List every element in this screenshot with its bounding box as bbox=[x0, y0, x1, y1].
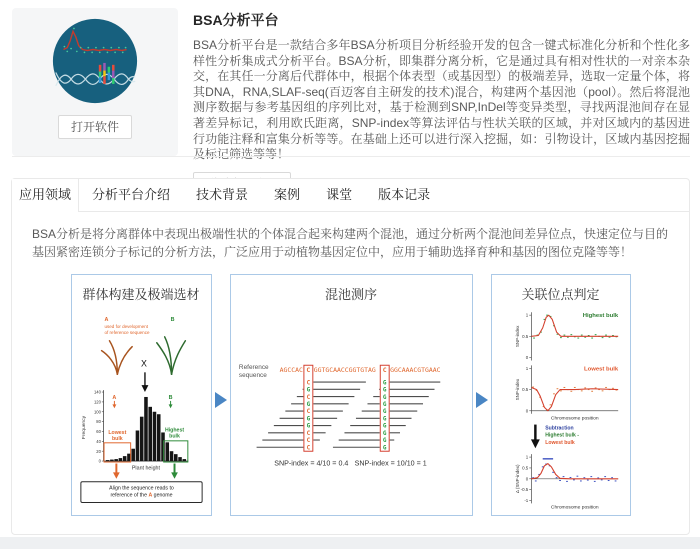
svg-text:Reference: Reference bbox=[238, 364, 269, 372]
svg-text:1: 1 bbox=[525, 312, 528, 318]
product-description: BSA分析平台是一款结合多年BSA分析项目分析经验开发的包含一键式标准化分析和个性化多样性分析集成式分析平台。BSA分析，即集群分离分析，它是通过具有相对性状的一对亲本杂交，在其任一分离后代群体中，根据个体表型（或基因型）的极端差异，选取一定量个体，将其DNA，RNA,SLAF-seq(百迈客自主研发的技术)混合，构建两个基因池（pool）。然后将混池测序数据与参考基因组的序列比对，基于检测到SNP,InDel等变异类型，寻找两混池间存在显著差异标记，利用欧氏距离，SNP-index等算法评估与性状关联的区域，并对区域内的基因进行功能注释和富集分析等等。在基础上还可以进行深入挖掘，如：引物设计，区域内基因挖掘及标记筛选等等！ bbox=[193, 38, 690, 162]
bsa-intro-text: BSA分析是将分离群体中表现出极端性状的个体混合起来构建两个混池，通过分析两个混池间差异位点，快速定位与目的基因紧密连锁分子标记的分析方法，广泛应用于动植物基因定位中，应用于辅助选择育种和基因的图位克隆等等！ bbox=[32, 227, 669, 259]
svg-text:Frequency: Frequency bbox=[81, 415, 87, 440]
svg-text:Chromosome position: Chromosome position bbox=[550, 416, 599, 422]
svg-text:G: G bbox=[382, 393, 387, 401]
svg-text:C: C bbox=[306, 408, 310, 416]
panel-association-locus bbox=[491, 274, 631, 516]
svg-text:C: C bbox=[306, 429, 310, 437]
svg-text:G: G bbox=[306, 422, 310, 430]
svg-text:A: A bbox=[111, 394, 116, 401]
svg-text:sequence: sequence bbox=[238, 372, 267, 380]
svg-text:Δ (SNP-index): Δ (SNP-index) bbox=[514, 464, 520, 494]
svg-text:G: G bbox=[382, 386, 387, 394]
svg-text:X: X bbox=[140, 358, 147, 369]
app-logo-card bbox=[12, 8, 178, 156]
tab-classroom[interactable]: 课堂 bbox=[326, 187, 353, 202]
panel-title-association: 关联位点判定 bbox=[521, 287, 600, 302]
svg-text:Highest bulk -: Highest bulk - bbox=[544, 432, 579, 439]
svg-text:60: 60 bbox=[95, 429, 101, 435]
svg-text:0: 0 bbox=[525, 408, 528, 414]
tab-technical-background[interactable]: 技术背景 bbox=[196, 187, 249, 202]
svg-text:SNP-index: SNP-index bbox=[514, 378, 520, 401]
svg-text:80: 80 bbox=[95, 419, 101, 425]
panel-pool-sequencing bbox=[230, 274, 473, 516]
svg-text:SNP-index: SNP-index bbox=[514, 325, 520, 348]
svg-text:G: G bbox=[382, 437, 387, 445]
svg-text:C: C bbox=[382, 366, 387, 375]
svg-text:0: 0 bbox=[525, 355, 528, 361]
flow-arrow-icon bbox=[215, 392, 227, 408]
tab-cases[interactable]: 案例 bbox=[274, 187, 301, 202]
content-card bbox=[11, 178, 690, 535]
svg-text:reference of the A genome: reference of the A genome bbox=[109, 492, 173, 499]
svg-text:0: 0 bbox=[525, 476, 528, 482]
svg-text:C: C bbox=[306, 444, 310, 452]
svg-text:0.5: 0.5 bbox=[521, 387, 528, 393]
tab-platform-intro[interactable]: 分析平台介绍 bbox=[92, 187, 171, 202]
svg-text:of reference sequence: of reference sequence bbox=[104, 329, 149, 335]
svg-text:20: 20 bbox=[95, 448, 101, 454]
svg-text:140: 140 bbox=[93, 389, 101, 395]
svg-text:Plant height: Plant height bbox=[131, 465, 160, 472]
svg-text:C: C bbox=[305, 366, 310, 375]
svg-text:C: C bbox=[306, 379, 310, 387]
page-title: BSA分析平台 bbox=[193, 12, 279, 28]
svg-text:Lowest: Lowest bbox=[107, 429, 126, 436]
svg-text:used for development: used for development bbox=[104, 323, 148, 329]
population-histogram-figure bbox=[72, 275, 211, 515]
svg-text:C: C bbox=[306, 393, 310, 401]
svg-text:Lowest bulk: Lowest bulk bbox=[583, 366, 618, 373]
svg-text:1: 1 bbox=[525, 365, 528, 371]
panel-title-sequencing: 混池测序 bbox=[324, 287, 377, 302]
svg-text:G: G bbox=[306, 386, 310, 394]
tab-application-areas[interactable]: 应用领域 bbox=[12, 179, 79, 211]
svg-text:B: B bbox=[168, 394, 173, 401]
flow-arrow-icon bbox=[476, 392, 488, 408]
association-charts-figure bbox=[492, 275, 630, 515]
svg-text:G: G bbox=[306, 415, 310, 423]
open-software-button[interactable]: 打开软件 bbox=[58, 115, 132, 139]
svg-text:1: 1 bbox=[525, 454, 528, 460]
svg-text:B: B bbox=[170, 317, 174, 324]
tab-version-history[interactable]: 版本记录 bbox=[378, 187, 431, 202]
svg-text:-1: -1 bbox=[523, 498, 528, 504]
svg-text:G: G bbox=[382, 408, 387, 416]
svg-text:40: 40 bbox=[95, 438, 101, 444]
app-logo bbox=[51, 17, 139, 105]
svg-text:0.5: 0.5 bbox=[521, 333, 528, 339]
tab-bar bbox=[12, 179, 689, 212]
product-info bbox=[193, 10, 690, 196]
workflow-panels bbox=[12, 274, 689, 516]
svg-text:G: G bbox=[382, 444, 387, 452]
svg-text:SNP-index = 10/10 = 1: SNP-index = 10/10 = 1 bbox=[354, 459, 427, 468]
panel-title-population: 群体构建及极端选材 bbox=[82, 287, 200, 302]
svg-text:GGTGCAACCGGTGTAG: GGTGCAACCGGTGTAG bbox=[313, 366, 376, 375]
svg-text:AGCCAC: AGCCAC bbox=[279, 366, 303, 375]
svg-text:Chromosome position: Chromosome position bbox=[550, 505, 599, 511]
svg-text:G: G bbox=[382, 379, 387, 387]
svg-text:0: 0 bbox=[98, 458, 101, 464]
svg-text:-0.5: -0.5 bbox=[520, 487, 528, 493]
svg-text:C: C bbox=[306, 437, 310, 445]
svg-text:120: 120 bbox=[93, 399, 101, 405]
svg-text:G: G bbox=[382, 401, 387, 409]
svg-text:bulk: bulk bbox=[168, 433, 180, 440]
svg-text:G: G bbox=[382, 415, 387, 423]
svg-text:bulk: bulk bbox=[111, 436, 123, 443]
svg-text:0.5: 0.5 bbox=[521, 465, 528, 471]
svg-text:Align the sequence reads to: Align the sequence reads to bbox=[108, 485, 174, 492]
svg-text:SNP-index = 4/10 = 0.4: SNP-index = 4/10 = 0.4 bbox=[273, 459, 348, 468]
svg-text:Highest bulk: Highest bulk bbox=[582, 313, 618, 320]
section-divider bbox=[12, 156, 690, 157]
svg-text:Subtraction: Subtraction bbox=[544, 425, 574, 432]
panel-population-construction bbox=[71, 274, 212, 516]
svg-text:GGCAAACGTGAAC: GGCAAACGTGAAC bbox=[389, 366, 441, 375]
svg-text:G: G bbox=[306, 401, 310, 409]
svg-text:G: G bbox=[382, 429, 387, 437]
svg-text:Highest: Highest bbox=[164, 427, 184, 434]
snp-index-reads-figure bbox=[231, 275, 472, 515]
svg-text:100: 100 bbox=[93, 409, 101, 415]
svg-text:Lowest bulk: Lowest bulk bbox=[544, 439, 575, 446]
svg-text:G: G bbox=[382, 422, 387, 430]
svg-text:A: A bbox=[104, 317, 108, 324]
page-background-strip bbox=[0, 537, 700, 549]
